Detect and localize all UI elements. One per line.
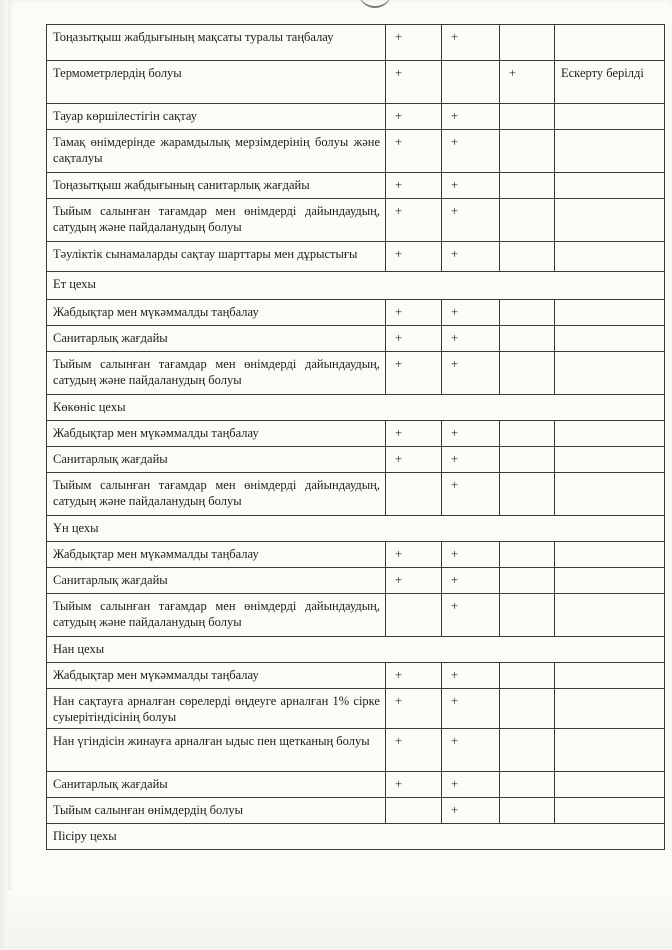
checklist-body — [47, 25, 665, 850]
checklist-row — [47, 594, 665, 637]
mark-cell-col3: + — [442, 199, 500, 242]
mark-cell-col4 — [500, 447, 555, 473]
checklist-row — [47, 772, 665, 798]
mark-cell-col3: + — [442, 568, 500, 594]
mark-cell-col2: + — [386, 689, 442, 729]
mark-cell-col4: + — [500, 61, 555, 104]
note-cell — [555, 729, 665, 772]
note-cell — [555, 104, 665, 130]
mark-cell-col3: + — [442, 352, 500, 395]
note-cell — [555, 300, 665, 326]
mark-cell-col4 — [500, 568, 555, 594]
mark-cell-col3: + — [442, 772, 500, 798]
mark-cell-col2: + — [386, 447, 442, 473]
mark-cell-col3: + — [442, 798, 500, 824]
note-cell — [555, 130, 665, 173]
mark-cell-col3: + — [442, 542, 500, 568]
mark-cell-col4 — [500, 352, 555, 395]
requirement-cell: Тәуліктік сынамаларды сақтау шарттары мен дұрыстығы — [47, 242, 386, 272]
mark-cell-col3: + — [442, 594, 500, 637]
requirement-cell: Жабдықтар мен мүкәммалды таңбалау — [47, 663, 386, 689]
checklist-row — [47, 421, 665, 447]
requirement-cell: Санитарлық жағдайы — [47, 447, 386, 473]
note-cell — [555, 689, 665, 729]
section-header-row — [47, 395, 665, 421]
note-cell — [555, 568, 665, 594]
requirement-cell: Санитарлық жағдайы — [47, 326, 386, 352]
mark-cell-col4 — [500, 689, 555, 729]
requirement-cell: Тауар көршілестігін сақтау — [47, 104, 386, 130]
mark-cell-col2: + — [386, 300, 442, 326]
hole-punch-mark — [358, 0, 392, 8]
mark-cell-col4 — [500, 199, 555, 242]
note-cell — [555, 242, 665, 272]
checklist-row — [47, 352, 665, 395]
checklist-row — [47, 61, 665, 104]
checklist-row — [47, 326, 665, 352]
mark-cell-col2: + — [386, 568, 442, 594]
note-cell — [555, 772, 665, 798]
mark-cell-col3: + — [442, 326, 500, 352]
requirement-cell: Нан сақтауға арналған сөрелерді өңдеуге арналған 1% сірке суыерітіндісінің болуы — [47, 689, 386, 729]
note-cell — [555, 326, 665, 352]
mark-cell-col3: + — [442, 104, 500, 130]
mark-cell-col3: + — [442, 130, 500, 173]
section-title: Көкөніс цехы — [47, 395, 665, 421]
note-cell: Ескерту берілді — [555, 61, 665, 104]
mark-cell-col4 — [500, 594, 555, 637]
section-header-row — [47, 516, 665, 542]
requirement-cell: Тыйым салынған тағамдар мен өнімдерді дайындаудың, сатудың және пайдаланудың болуы — [47, 473, 386, 516]
section-header-row — [47, 637, 665, 663]
mark-cell-col2: + — [386, 326, 442, 352]
mark-cell-col2 — [386, 798, 442, 824]
mark-cell-col3: + — [442, 473, 500, 516]
mark-cell-col4 — [500, 473, 555, 516]
section-title: Пісіру цехы — [47, 824, 665, 850]
note-cell — [555, 421, 665, 447]
checklist-row — [47, 473, 665, 516]
checklist-row — [47, 130, 665, 173]
note-cell — [555, 798, 665, 824]
checklist-row — [47, 689, 665, 729]
checklist-row — [47, 568, 665, 594]
mark-cell-col4 — [500, 173, 555, 199]
section-header-row — [47, 272, 665, 300]
requirement-cell: Тоңазытқыш жабдығының санитарлық жағдайы — [47, 173, 386, 199]
note-cell — [555, 25, 665, 61]
section-title: Нан цехы — [47, 637, 665, 663]
mark-cell-col2 — [386, 594, 442, 637]
mark-cell-col3: + — [442, 242, 500, 272]
note-cell — [555, 447, 665, 473]
mark-cell-col3: + — [442, 729, 500, 772]
note-cell — [555, 663, 665, 689]
requirement-cell: Термометрлердің болуы — [47, 61, 386, 104]
mark-cell-col2: + — [386, 130, 442, 173]
page-bottom-margin — [8, 890, 672, 950]
note-cell — [555, 173, 665, 199]
mark-cell-col2: + — [386, 729, 442, 772]
requirement-cell: Жабдықтар мен мүкәммалды таңбалау — [47, 421, 386, 447]
requirement-cell: Жабдықтар мен мүкәммалды таңбалау — [47, 542, 386, 568]
checklist-row — [47, 173, 665, 199]
checklist-row — [47, 199, 665, 242]
mark-cell-col3 — [442, 61, 500, 104]
inspection-checklist-table — [46, 24, 665, 850]
checklist-row — [47, 798, 665, 824]
requirement-cell: Тыйым салынған тағамдар мен өнімдерді дайындаудың, сатудың және пайдаланудың болуы — [47, 352, 386, 395]
mark-cell-col4 — [500, 25, 555, 61]
mark-cell-col2: + — [386, 663, 442, 689]
mark-cell-col4 — [500, 130, 555, 173]
note-cell — [555, 542, 665, 568]
mark-cell-col2: + — [386, 772, 442, 798]
page-edge-shadow — [0, 0, 8, 950]
checklist-row — [47, 242, 665, 272]
requirement-cell: Тоңазытқыш жабдығының мақсаты туралы таңбалау — [47, 25, 386, 61]
section-header-row — [47, 824, 665, 850]
mark-cell-col4 — [500, 729, 555, 772]
mark-cell-col2: + — [386, 421, 442, 447]
requirement-cell: Санитарлық жағдайы — [47, 772, 386, 798]
mark-cell-col3: + — [442, 447, 500, 473]
section-title: Ұн цехы — [47, 516, 665, 542]
mark-cell-col2: + — [386, 542, 442, 568]
mark-cell-col2: + — [386, 199, 442, 242]
mark-cell-col2: + — [386, 25, 442, 61]
mark-cell-col4 — [500, 772, 555, 798]
mark-cell-col4 — [500, 242, 555, 272]
mark-cell-col3: + — [442, 173, 500, 199]
requirement-cell: Санитарлық жағдайы — [47, 568, 386, 594]
mark-cell-col2: + — [386, 242, 442, 272]
mark-cell-col4 — [500, 300, 555, 326]
mark-cell-col4 — [500, 104, 555, 130]
checklist-row — [47, 25, 665, 61]
mark-cell-col3: + — [442, 300, 500, 326]
mark-cell-col3: + — [442, 663, 500, 689]
mark-cell-col4 — [500, 542, 555, 568]
mark-cell-col4 — [500, 421, 555, 447]
requirement-cell: Нан үгіндісін жинауға арналған ыдыс пен щетканың болуы — [47, 729, 386, 772]
mark-cell-col2: + — [386, 173, 442, 199]
checklist-row — [47, 104, 665, 130]
note-cell — [555, 473, 665, 516]
mark-cell-col4 — [500, 798, 555, 824]
mark-cell-col2: + — [386, 352, 442, 395]
note-cell — [555, 594, 665, 637]
requirement-cell: Тыйым салынған тағамдар мен өнімдерді дайындаудың, сатудың және пайдаланудың болуы — [47, 594, 386, 637]
checklist-row — [47, 729, 665, 772]
section-title: Ет цехы — [47, 272, 665, 300]
checklist-row — [47, 663, 665, 689]
note-cell — [555, 352, 665, 395]
mark-cell-col4 — [500, 326, 555, 352]
checklist-row — [47, 447, 665, 473]
requirement-cell: Тыйым салынған тағамдар мен өнімдерді дайындаудың, сатудың және пайдаланудың болуы — [47, 199, 386, 242]
mark-cell-col2: + — [386, 61, 442, 104]
requirement-cell: Жабдықтар мен мүкәммалды таңбалау — [47, 300, 386, 326]
requirement-cell: Тыйым салынған өнімдердің болуы — [47, 798, 386, 824]
mark-cell-col3: + — [442, 421, 500, 447]
mark-cell-col4 — [500, 663, 555, 689]
mark-cell-col2 — [386, 473, 442, 516]
note-cell — [555, 199, 665, 242]
checklist-row — [47, 300, 665, 326]
requirement-cell: Тамақ өнімдерінде жарамдылық мерзімдерінің болуы және сақталуы — [47, 130, 386, 173]
mark-cell-col3: + — [442, 689, 500, 729]
checklist-row — [47, 542, 665, 568]
mark-cell-col2: + — [386, 104, 442, 130]
mark-cell-col3: + — [442, 25, 500, 61]
